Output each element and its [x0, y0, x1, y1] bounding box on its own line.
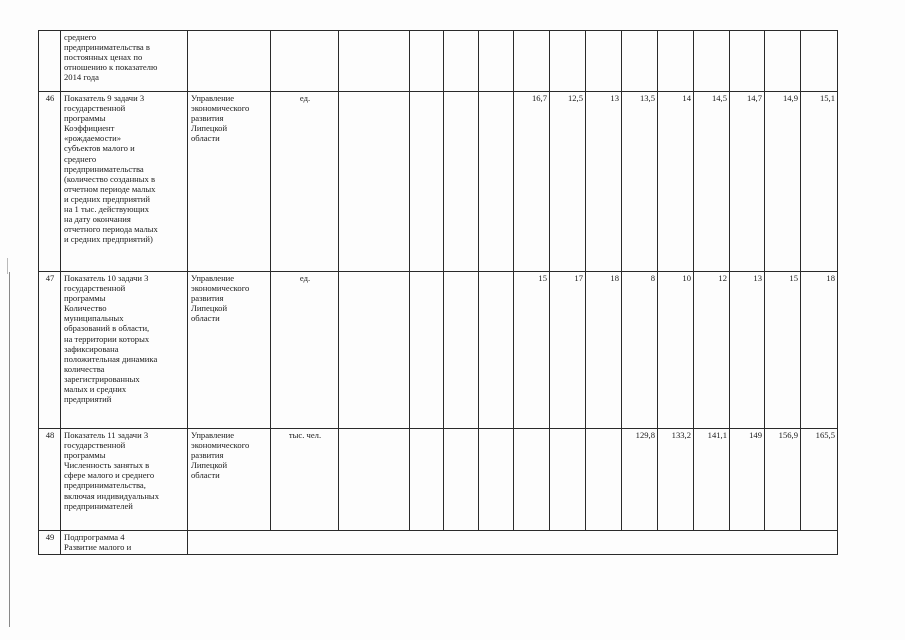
indicator-value-cell [444, 92, 479, 272]
indicator-value-cell: 16,7 [514, 92, 550, 272]
indicator-value-cell: 18 [801, 272, 838, 429]
indicator-value-cell [339, 92, 410, 272]
indicator-name-cell: Показатель 10 задачи 3 государственной программы Количество муниципальных образований в области, на территории которых зафиксирована положительная динамика количества зарегистрированных малых и средних предприятий [61, 272, 188, 429]
indicators-table [38, 30, 838, 555]
indicator-value-cell: 14,7 [730, 92, 765, 272]
indicator-value-cell: 129,8 [622, 429, 658, 531]
indicator-value-cell: 15 [765, 272, 801, 429]
indicator-value-cell [339, 31, 410, 92]
indicator-value-cell [444, 31, 479, 92]
table-row [39, 429, 838, 531]
indicator-value-cell: 14,9 [765, 92, 801, 272]
unit-cell: ед. [271, 92, 339, 272]
indicator-value-cell: 149 [730, 429, 765, 531]
indicator-name-cell: среднего предпринимательства в постоянных ценах по отношению к показателю 2014 года [61, 31, 188, 92]
indicator-value-cell [444, 429, 479, 531]
indicator-value-cell [339, 429, 410, 531]
indicator-value-cell: 10 [658, 272, 694, 429]
indicator-value-cell: 156,9 [765, 429, 801, 531]
indicator-value-cell [410, 272, 444, 429]
unit-cell [271, 31, 339, 92]
table-row [39, 531, 838, 555]
row-number-cell: 47 [39, 272, 61, 429]
indicator-value-cell: 18 [586, 272, 622, 429]
indicator-value-cell: 12 [694, 272, 730, 429]
indicator-value-cell [765, 31, 801, 92]
indicator-value-cell: 13,5 [622, 92, 658, 272]
table-row [39, 31, 838, 92]
indicator-value-cell [694, 31, 730, 92]
responsible-executor-cell: Управление экономического развития Липецкой области [188, 92, 271, 272]
indicator-value-cell: 14,5 [694, 92, 730, 272]
unit-cell: ед. [271, 272, 339, 429]
indicator-value-cell [514, 429, 550, 531]
indicator-value-cell [586, 31, 622, 92]
row-number-cell [39, 31, 61, 92]
indicator-value-cell [730, 31, 765, 92]
indicator-value-cell [410, 92, 444, 272]
unit-cell: тыс. чел. [271, 429, 339, 531]
table-row [39, 92, 838, 272]
indicator-value-cell: 165,5 [801, 429, 838, 531]
indicator-name-cell: Показатель 11 задачи 3 государственной программы Численность занятых в сфере малого и среднего предпринимательства, включая индивидуальных предпринимателей [61, 429, 188, 531]
indicator-value-cell [479, 272, 514, 429]
indicator-value-cell [410, 31, 444, 92]
scan-artifact-mark [7, 258, 8, 274]
indicator-value-cell [339, 272, 410, 429]
indicator-value-cell [410, 429, 444, 531]
indicator-value-cell [550, 31, 586, 92]
scan-artifact-line [9, 272, 10, 627]
indicator-value-cell [479, 429, 514, 531]
indicator-value-cell: 15,1 [801, 92, 838, 272]
indicator-value-cell: 17 [550, 272, 586, 429]
indicator-name-cell: Показатель 9 задачи 3 государственной программы Коэффициент «рождаемости» субъектов малого и среднего предпринимательства (количество созданных в отчетном периоде малых и средних предприятий на 1 тыс. действующих на дату окончания отчетного периода малых и средних предприятий) [61, 92, 188, 272]
indicator-value-cell [479, 92, 514, 272]
responsible-executor-cell [188, 31, 271, 92]
table-row [39, 272, 838, 429]
responsible-executor-cell: Управление экономического развития Липецкой области [188, 272, 271, 429]
indicator-value-cell: 8 [622, 272, 658, 429]
indicator-value-cell [801, 31, 838, 92]
indicator-value-cell: 12,5 [550, 92, 586, 272]
indicator-value-cell [444, 272, 479, 429]
indicator-value-cell [550, 429, 586, 531]
indicator-value-cell: 133,2 [658, 429, 694, 531]
indicator-value-cell: 14 [658, 92, 694, 272]
row-number-cell: 48 [39, 429, 61, 531]
indicator-value-cell [514, 31, 550, 92]
indicator-value-cell: 141,1 [694, 429, 730, 531]
row-number-cell: 46 [39, 92, 61, 272]
indicator-value-cell: 15 [514, 272, 550, 429]
subprogram-span-cell [188, 531, 838, 555]
indicator-value-cell: 13 [586, 92, 622, 272]
row-number-cell: 49 [39, 531, 61, 555]
indicator-value-cell [479, 31, 514, 92]
indicator-value-cell [658, 31, 694, 92]
indicator-value-cell [622, 31, 658, 92]
indicator-value-cell [586, 429, 622, 531]
indicator-name-cell: Подпрограмма 4 Развитие малого и [61, 531, 188, 555]
indicator-value-cell: 13 [730, 272, 765, 429]
responsible-executor-cell: Управление экономического развития Липецкой области [188, 429, 271, 531]
